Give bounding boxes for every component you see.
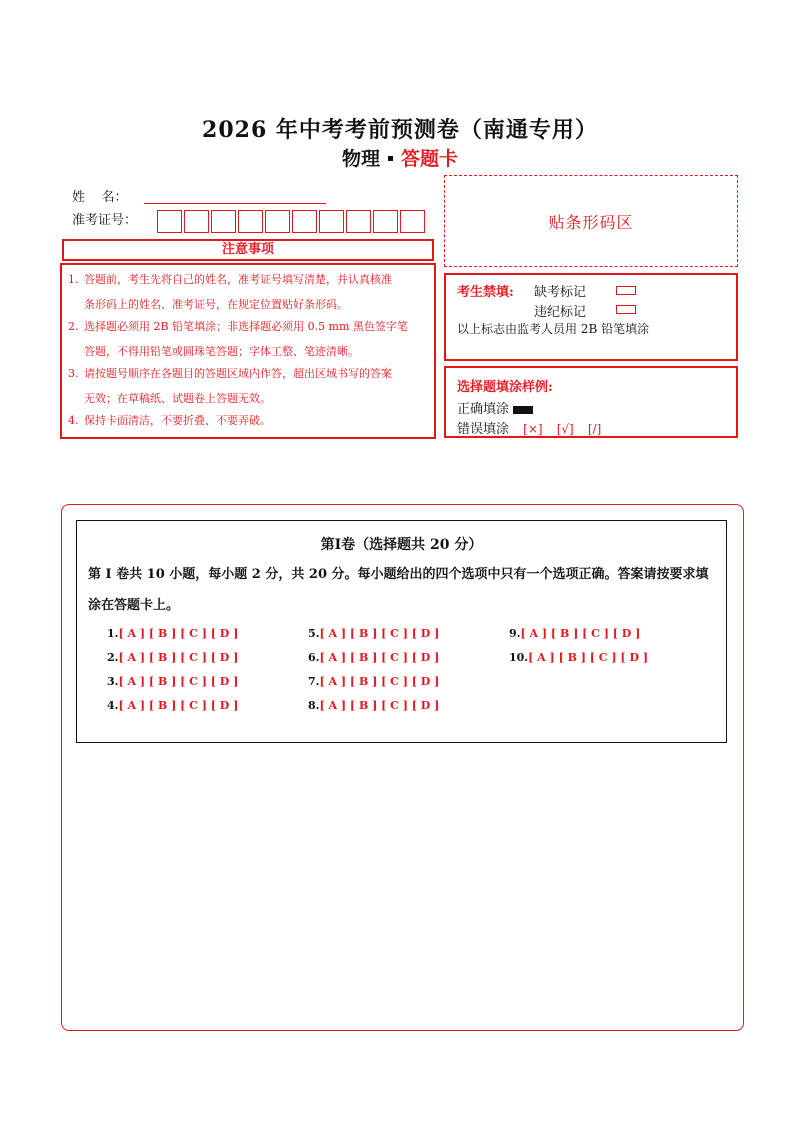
- barcode-area: [444, 175, 738, 267]
- answer-options[interactable]: [ A ] [ B ] [ C ] [ D ]: [118, 699, 239, 712]
- notice-item-text: 答题，不得用铅笔或圆珠笔答题；字体工整、笔迹清晰。: [84, 345, 359, 358]
- question-row[interactable]: [308, 699, 439, 712]
- section-1-title: 第Ⅰ卷（选择题共 20 分）: [320, 537, 483, 553]
- notice-title: 注意事项: [62, 239, 434, 261]
- question-number: 8.: [308, 699, 320, 712]
- notice-item: [68, 361, 392, 411]
- id-digit-box[interactable]: [319, 210, 344, 233]
- notice-item-number: 1.: [68, 273, 79, 286]
- id-digit-box[interactable]: [157, 210, 182, 233]
- question-number: 10.: [509, 651, 529, 664]
- prohibited-title: 考生禁填:: [457, 285, 514, 300]
- answer-options[interactable]: [ A ] [ B ] [ C ] [ D ]: [118, 651, 239, 664]
- subject-name: 物理: [341, 148, 380, 170]
- wrong-mark-slash: [/]: [587, 422, 602, 436]
- question-number: 1.: [107, 627, 119, 640]
- card-name: 答题卡: [401, 148, 459, 170]
- question-row[interactable]: [107, 651, 238, 664]
- notice-item: [68, 408, 271, 433]
- question-row[interactable]: [509, 627, 640, 640]
- sample-correct: [457, 398, 533, 417]
- answer-options[interactable]: [ A ] [ B ] [ C ] [ D ]: [118, 627, 239, 640]
- notice-item: [68, 314, 408, 364]
- id-digit-box[interactable]: [184, 210, 209, 233]
- prohibited-panel: [444, 273, 738, 361]
- section-1-box: [76, 520, 727, 743]
- notice-item-text: 无效；在草稿纸、试题卷上答题无效。: [84, 392, 271, 405]
- question-row[interactable]: [107, 627, 238, 640]
- answer-options[interactable]: [ A ] [ B ] [ C ] [ D ]: [520, 627, 641, 640]
- prohibited-note: 以上标志由监考人员用 2B 铅笔填涂: [457, 322, 650, 336]
- notice-item-number: 4.: [68, 414, 79, 427]
- id-digit-box[interactable]: [211, 210, 236, 233]
- question-row[interactable]: [308, 627, 439, 640]
- notice-item: [68, 267, 392, 317]
- answer-options[interactable]: [ A ] [ B ] [ C ] [ D ]: [319, 699, 440, 712]
- answer-options[interactable]: [ A ] [ B ] [ C ] [ D ]: [118, 675, 239, 688]
- name-field[interactable]: [144, 203, 326, 204]
- absent-mark-label: 缺考标记: [534, 285, 587, 300]
- section-1-description: 第 Ⅰ 卷共 10 小题，每小题 2 分，共 20 分。每小题给出的四个选项中只有一个选项正确。答案请按要求填涂在答题卡上。: [88, 567, 709, 613]
- question-row[interactable]: [509, 651, 648, 664]
- barcode-label: 贴条形码区: [548, 213, 634, 232]
- answer-options[interactable]: [ A ] [ B ] [ C ] [ D ]: [319, 675, 440, 688]
- id-digit-box[interactable]: [265, 210, 290, 233]
- question-row[interactable]: [107, 699, 238, 712]
- notice-item-text: 答题前，考生先将自己的姓名，准考证号填写清楚，并认真核准: [84, 273, 392, 286]
- id-number-boxes[interactable]: [157, 210, 427, 233]
- wrong-mark-cross: [×]: [523, 422, 543, 436]
- notice-item-text: 条形码上的姓名、准考证号，在规定位置贴好条形码。: [84, 298, 348, 311]
- violation-mark-box[interactable]: [616, 305, 636, 314]
- answer-options[interactable]: [ A ] [ B ] [ C ] [ D ]: [319, 651, 440, 664]
- question-row[interactable]: [107, 675, 238, 688]
- question-number: 2.: [107, 651, 119, 664]
- question-number: 9.: [509, 627, 521, 640]
- fill-sample-panel: [444, 366, 738, 438]
- absent-mark-box[interactable]: [616, 286, 636, 295]
- wrong-fill-label: 错误填涂: [457, 422, 510, 437]
- wrong-mark-check: [√]: [556, 422, 574, 436]
- question-number: 3.: [107, 675, 119, 688]
- exam-subtitle: [0, 144, 800, 171]
- answer-options[interactable]: [ A ] [ B ] [ C ] [ D ]: [319, 627, 440, 640]
- question-row[interactable]: [308, 651, 439, 664]
- sample-title: 选择题填涂样例:: [457, 380, 553, 395]
- notice-item-text: 保持卡面清洁，不要折叠、不要弄破。: [84, 414, 271, 427]
- question-number: 6.: [308, 651, 320, 664]
- name-label: 姓 名：: [72, 190, 128, 205]
- id-digit-box[interactable]: [238, 210, 263, 233]
- answer-options[interactable]: [ A ] [ B ] [ C ] [ D ]: [528, 651, 649, 664]
- separator-dot: [388, 156, 393, 161]
- sample-wrong: [457, 418, 601, 437]
- question-number: 5.: [308, 627, 320, 640]
- id-label: 准考证号：: [72, 213, 138, 228]
- id-digit-box[interactable]: [292, 210, 317, 233]
- id-digit-box[interactable]: [346, 210, 371, 233]
- id-digit-box[interactable]: [400, 210, 425, 233]
- notice-item-number: 2.: [68, 320, 79, 333]
- notice-item-text: 选择题必须用 2B 铅笔填涂；非选择题必须用 0.5 mm 黑色签字笔: [84, 320, 408, 333]
- question-number: 7.: [308, 675, 320, 688]
- exam-title: 2026 年中考考前预测卷（南通专用）: [202, 117, 598, 143]
- notice-item-text: 请按题号顺序在各题目的答题区域内作答，超出区域书写的答案: [84, 367, 392, 380]
- notice-item-number: 3.: [68, 367, 79, 380]
- correct-fill-label: 正确填涂: [457, 402, 510, 417]
- violation-mark-label: 违纪标记: [534, 305, 587, 320]
- question-row[interactable]: [308, 675, 439, 688]
- id-digit-box[interactable]: [373, 210, 398, 233]
- question-number: 4.: [107, 699, 119, 712]
- notice-panel: [60, 263, 436, 439]
- correct-fill-mark: [513, 406, 533, 414]
